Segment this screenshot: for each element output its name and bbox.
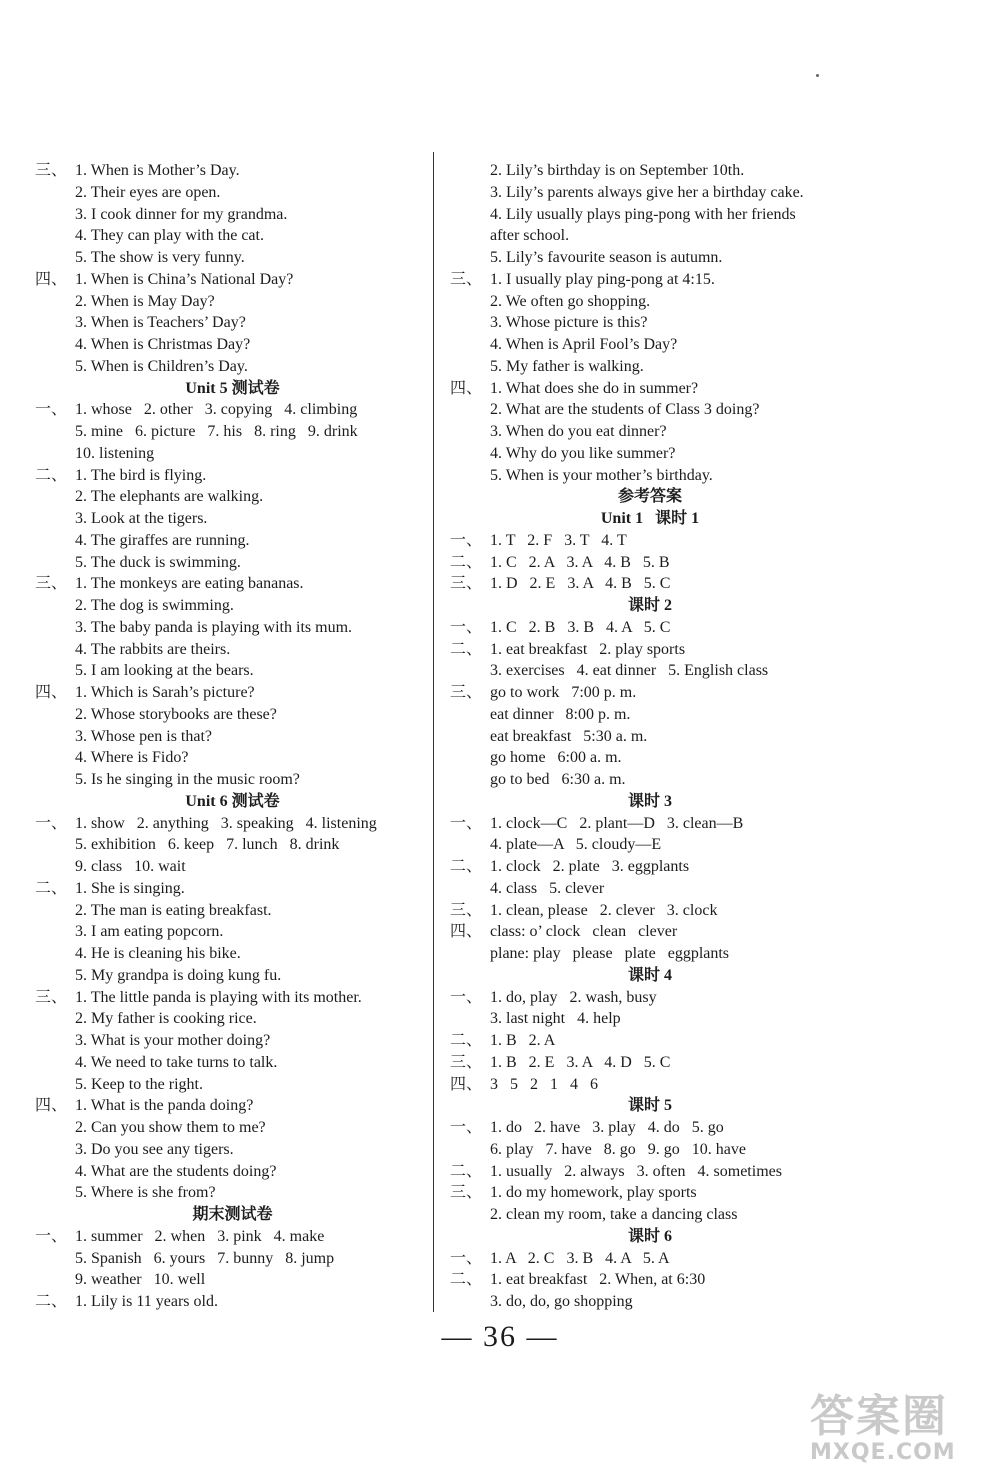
answer-line: 5. Where is she from? (75, 1184, 216, 1202)
section-marker: 一、 (35, 1227, 68, 1245)
watermark-logo (810, 1380, 990, 1465)
answer-line (450, 530, 850, 552)
answer-line (35, 682, 430, 704)
answer-line: 4. The giraffes are running. (75, 531, 250, 549)
answer-text: go to work 7:00 p. m. (490, 684, 637, 701)
section-marker: 二、 (450, 640, 483, 658)
answer-line (450, 682, 850, 704)
answer-line: 10. listening (75, 444, 155, 462)
answer-text: 1. What does she do in summer? (490, 379, 699, 397)
answer-line: go home 6:00 a. m. (490, 749, 622, 767)
section-marker: 二、 (35, 1293, 68, 1310)
answer-text: 1. The bird is flying. (75, 466, 207, 484)
answer-line: 4. He is cleaning his bike. (75, 945, 241, 962)
answer-line (450, 617, 850, 639)
section-marker: 三、 (450, 1053, 483, 1071)
answer-line: go to bed 6:30 a. m. (490, 771, 626, 788)
answer-line: 3. Whose picture is this? (490, 314, 648, 332)
section-marker: 三、 (35, 162, 68, 179)
answer-line: 5. When is your mother’s birthday. (490, 466, 713, 484)
answer-line: 5. Spanish 6. yours 7. bunny 8. jump (75, 1249, 335, 1267)
answer-line: 4. Where is Fido? (75, 749, 189, 767)
answer-line (450, 269, 850, 291)
section-marker: 一、 (450, 618, 483, 636)
answer-line (450, 1269, 850, 1291)
answer-line: 2. We often go shopping. (490, 292, 651, 310)
answer-line: 5. Lily’s favourite season is autumn. (490, 249, 723, 266)
answer-line: 3. What is your mother doing? (75, 1032, 271, 1049)
answer-line (35, 813, 430, 835)
answer-line (450, 1182, 850, 1204)
answer-line (35, 465, 430, 487)
section-marker: 三、 (450, 901, 483, 919)
answer-line: 4. When is Christmas Day? (75, 336, 251, 353)
answer-text: 1. do, play 2. wash, busy (490, 988, 657, 1006)
answer-line (35, 269, 430, 291)
answer-text: 1. usually 2. always 3. often 4. sometimes (490, 1162, 782, 1180)
answer-line (35, 160, 430, 182)
answer-line: 4. They can play with the cat. (75, 227, 264, 245)
answer-line (35, 1226, 430, 1248)
section-marker: 四、 (450, 923, 483, 941)
speck (816, 74, 819, 77)
section-marker: 一、 (35, 814, 68, 832)
answer-line: 5. The show is very funny. (75, 249, 245, 266)
section-marker: 一、 (450, 531, 483, 549)
answer-line: 6. play 7. have 8. go 9. go 10. have (490, 1140, 746, 1158)
answer-text: 1. D 2. E 3. A 4. B 5. C (490, 575, 671, 593)
answer-line: 3. exercises 4. eat dinner 5. English class (490, 662, 769, 680)
answer-text: 1. do my homework, play sports (490, 1184, 697, 1202)
section-heading: 课时 5 (627, 1097, 672, 1115)
answer-line: 5. My grandpa is doing kung fu. (75, 966, 282, 984)
section-heading: 课时 2 (627, 597, 672, 614)
section-heading: Unit 6 测试卷 (185, 792, 280, 810)
watermark-url: MXQE.COM (810, 1440, 956, 1465)
answer-text: 1. She is singing. (75, 879, 185, 897)
answer-line: 3. The baby panda is playing with its mum. (75, 618, 353, 636)
answer-line (450, 900, 850, 922)
section-marker: 四、 (35, 684, 68, 701)
answer-line: 4. The rabbits are theirs. (75, 640, 231, 658)
answer-line: 3. When is Teachers’ Day? (75, 314, 246, 332)
section-marker: 四、 (450, 1075, 483, 1093)
answer-line (450, 1161, 850, 1183)
answer-line: 5. mine 6. picture 7. his 8. ring 9. drink (75, 423, 358, 440)
answer-text: 1. clock—C 2. plant—D 3. clean—B (490, 814, 744, 832)
answer-line: 5. Is he singing in the music room? (75, 771, 300, 788)
section-marker: 二、 (450, 553, 483, 571)
answer-line: 2. The man is eating breakfast. (75, 901, 272, 919)
section-heading: Unit 5 测试卷 (185, 379, 280, 397)
section-heading: Unit 1 课时 1 (600, 510, 700, 527)
answer-text: 1. Lily is 11 years old. (75, 1293, 218, 1310)
section-marker: 二、 (450, 1162, 483, 1180)
answer-line: 3. Look at the tigers. (75, 510, 208, 527)
answer-line: 4. What are the students doing? (75, 1162, 277, 1180)
answer-line (450, 573, 850, 595)
answer-line: 3. Do you see any tigers. (75, 1140, 234, 1158)
section-marker: 二、 (450, 858, 483, 875)
answer-text: 1. clock 2. plate 3. eggplants (490, 858, 690, 875)
column-divider (433, 152, 434, 1312)
section-marker: 一、 (450, 814, 483, 832)
section-marker: 二、 (450, 1032, 483, 1049)
watermark-text: 答案圈 (810, 1391, 948, 1442)
answer-line: 4. Lily usually plays ping-pong with her friends (490, 205, 796, 223)
section-heading: 课时 4 (627, 966, 672, 984)
answer-line: after school. (490, 227, 570, 245)
answer-line: 3. last night 4. help (490, 1010, 621, 1028)
answer-line: eat breakfast 5:30 a. m. (490, 727, 648, 745)
answer-line: 3. Whose pen is that? (75, 727, 213, 745)
answer-line: 2. What are the students of Class 3 doing? (490, 401, 760, 419)
answer-line: 4. Why do you like summer? (490, 444, 676, 462)
answer-line (35, 987, 430, 1009)
answer-text: 3 5 2 1 4 6 (490, 1075, 598, 1093)
answer-line (35, 1291, 430, 1313)
section-marker: 四、 (450, 379, 483, 397)
answer-line (35, 573, 430, 595)
section-marker: 三、 (35, 988, 68, 1006)
answer-line: 2. My father is cooking rice. (75, 1010, 257, 1028)
section-marker: 一、 (450, 1119, 483, 1136)
section-marker: 三、 (450, 575, 483, 593)
answer-text: 1. Which is Sarah’s picture? (75, 684, 255, 701)
answer-line: 2. clean my room, take a dancing class (490, 1206, 738, 1223)
answer-text: 1. eat breakfast 2. When, at 6:30 (490, 1271, 706, 1289)
answer-line (35, 399, 430, 421)
section-heading: 课时 3 (627, 792, 672, 810)
answer-line: 4. We need to take turns to talk. (75, 1053, 278, 1071)
answer-line: 9. class 10. wait (75, 858, 186, 875)
section-marker: 四、 (35, 1097, 68, 1115)
answer-line: 4. class 5. clever (490, 879, 605, 897)
section-marker: 三、 (450, 270, 483, 288)
answer-text: 1. summer 2. when 3. pink 4. make (75, 1227, 325, 1245)
answer-line: 2. The elephants are walking. (75, 488, 264, 506)
answer-text: 1. C 2. B 3. B 4. A 5. C (490, 618, 671, 636)
right-column (450, 160, 850, 1313)
answer-text: class: o’ clock clean clever (490, 923, 678, 941)
answer-line (450, 921, 850, 943)
answer-line: 2. Can you show them to me? (75, 1119, 266, 1136)
answer-line (450, 639, 850, 661)
section-marker: 三、 (35, 575, 68, 593)
section-marker: 三、 (450, 684, 483, 701)
answer-line (450, 1030, 850, 1052)
answer-line: 5. Keep to the right. (75, 1075, 203, 1093)
answer-line (35, 878, 430, 900)
answer-text: 1. I usually play ping-pong at 4:15. (490, 270, 715, 288)
section-marker: 二、 (35, 879, 68, 897)
answer-line: eat dinner 8:00 p. m. (490, 705, 631, 723)
answer-line: 2. Whose storybooks are these? (75, 705, 277, 723)
answer-line (450, 1052, 850, 1074)
answer-line (450, 378, 850, 400)
section-heading: 课时 6 (627, 1227, 672, 1245)
answer-line (450, 856, 850, 878)
answer-line (450, 1074, 850, 1096)
answer-text: 1. A 2. C 3. B 4. A 5. A (490, 1249, 670, 1267)
answer-text: 1. C 2. A 3. A 4. B 5. B (490, 553, 670, 571)
section-marker: 四、 (35, 270, 68, 288)
answer-line: 3. Lily’s parents always give her a birthday cake. (490, 183, 804, 201)
answer-line: 3. do, do, go shopping (490, 1293, 633, 1310)
section-marker: 一、 (450, 988, 483, 1006)
answer-line (450, 813, 850, 835)
answer-line: 5. I am looking at the bears. (75, 662, 254, 680)
page-number: — 36 — (441, 1320, 559, 1353)
answer-line (450, 987, 850, 1009)
section-marker: 一、 (450, 1249, 483, 1267)
section-marker: 三、 (450, 1184, 483, 1202)
answer-line: 3. I cook dinner for my grandma. (75, 205, 288, 223)
answer-line: plane: play please plate eggplants (490, 945, 730, 962)
section-marker: 二、 (35, 466, 68, 484)
answer-line: 2. When is May Day? (75, 292, 215, 310)
answer-text: 1. B 2. A (490, 1032, 556, 1049)
answer-text: 1. The monkeys are eating bananas. (75, 575, 304, 593)
answer-line: 4. plate—A 5. cloudy—E (490, 836, 662, 854)
answer-line: 3. When do you eat dinner? (490, 423, 667, 440)
answer-line: 5. The duck is swimming. (75, 553, 241, 571)
answer-text: 1. show 2. anything 3. speaking 4. listening (75, 814, 377, 832)
section-heading: 期末测试卷 (192, 1206, 273, 1223)
answer-line: 4. When is April Fool’s Day? (490, 336, 678, 353)
left-column (35, 160, 430, 1313)
answer-text: 1. T 2. F 3. T 4. T (490, 531, 627, 549)
section-marker: 二、 (450, 1271, 483, 1289)
answer-text: 1. whose 2. other 3. copying 4. climbing (75, 401, 358, 419)
answer-text: 1. B 2. E 3. A 4. D 5. C (490, 1053, 671, 1071)
answer-text: 1. do 2. have 3. play 4. do 5. go (490, 1119, 724, 1136)
section-heading: 参考答案 (617, 488, 682, 506)
answer-line: 5. My father is walking. (490, 357, 644, 375)
answer-text: 1. The little panda is playing with its mother. (75, 988, 362, 1006)
answer-line (450, 1117, 850, 1139)
answer-text: 1. What is the panda doing? (75, 1097, 254, 1115)
answer-text: 1. When is Mother’s Day. (75, 162, 240, 179)
answer-text: 1. When is China’s National Day? (75, 270, 294, 288)
answer-line (450, 552, 850, 574)
answer-line: 9. weather 10. well (75, 1271, 206, 1289)
answer-line: 2. The dog is swimming. (75, 597, 234, 614)
section-marker: 一、 (35, 401, 68, 419)
answer-line: 2. Their eyes are open. (75, 183, 221, 201)
answer-line (450, 1248, 850, 1270)
answer-line: 5. When is Children’s Day. (75, 357, 248, 375)
answer-text: 1. eat breakfast 2. play sports (490, 640, 686, 658)
answer-line (35, 1095, 430, 1117)
answer-text: 1. clean, please 2. clever 3. clock (490, 901, 718, 919)
answer-line: 2. Lily’s birthday is on September 10th. (490, 162, 745, 179)
answer-line: 3. I am eating popcorn. (75, 923, 224, 941)
answer-line: 5. exhibition 6. keep 7. lunch 8. drink (75, 836, 340, 854)
